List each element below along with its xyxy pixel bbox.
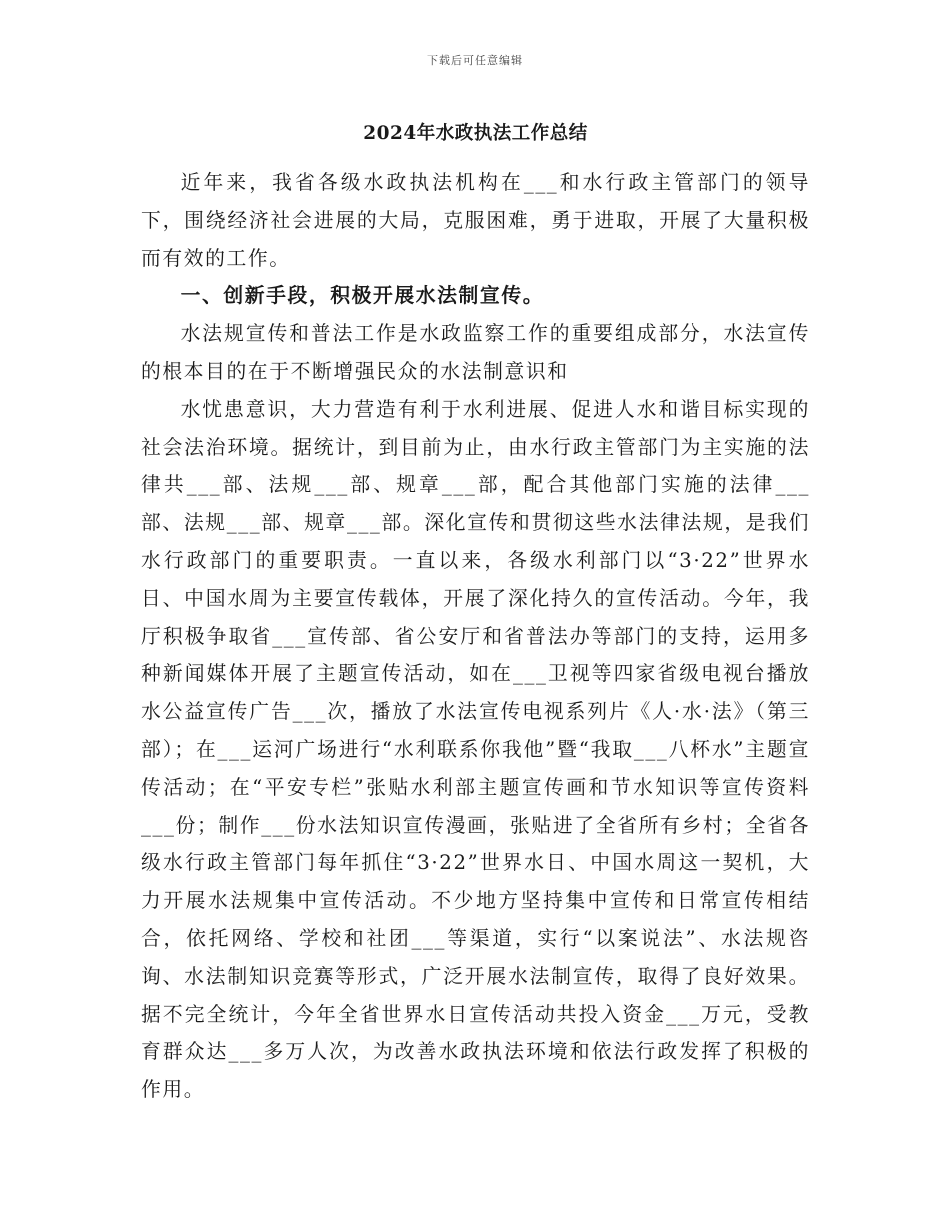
body-paragraph-2: 水忧患意识，大力营造有利于水利进展、促进人水和谐目标实现的社会法治环境。据统计，到目前为止，由水行政主管部门为主实施的法律共___部、法规___部、规章___部，配合其他部门实施的法律___部、法规___部、规章___部。深化宣传和贯彻这些水法律法规，是我们水行政部门的重要职责。一直以来，各级水利部门以“3·22”世界水日、中国水周为主要宣传载体，开展了深化持久的宣传活动。今年，我厅积极争取省___宣传部、省公安厅和省普法办等部门的支持，运用多种新闻媒体开展了主题宣传活动，如在___卫视等四家省级电视台播放水公益宣传广告___次，播放了水法宣传电视系列片《人·水·法》（第三部）；在___运河广场进行“水利联系你我他”暨“我取___八杯水”主题宣传活动；在“平安专栏”张贴水利部主题宣传画和节水知识等宣传资料___份；制作___份水法知识宣传漫画，张贴进了全省所有乡村；全省各级水行政主管部门每年抓住“3·22”世界水日、中国水周这一契机，大力开展水法规集中宣传活动。不少地方坚持集中宣传和日常宣传相结合，依托网络、学校和社团___等渠道，实行“以案说法”、水法规咨询、水法制知识竞赛等形式，广泛开展水法制宣传，取得了良好效果。据不完全统计，今年全省世界水日宣传活动共投入资金___万元，受教育群众达___多万人次，为改善水政执法环境和依法行政发挥了积极的作用。 <box>141 397 810 1102</box>
document-title: 2024年水政执法工作总结 <box>363 123 588 144</box>
body-paragraph-1: 水法规宣传和普法工作是水政监察工作的重要组成部分，水法宣传的根本目的在于不断增强民众的水法制意识和 <box>141 322 810 383</box>
page-header-note: 下载后可任意编辑 <box>427 54 523 67</box>
document-body <box>141 118 810 1109</box>
intro-paragraph: 近年来，我省各级水政执法机构在___和水行政主管部门的领导下，围绕经济社会进展的大局，克服困难，勇于进取，开展了大量积极而有效的工作。 <box>141 171 810 270</box>
section-heading-1: 一、创新手段，积极开展水法制宣传。 <box>180 283 545 308</box>
